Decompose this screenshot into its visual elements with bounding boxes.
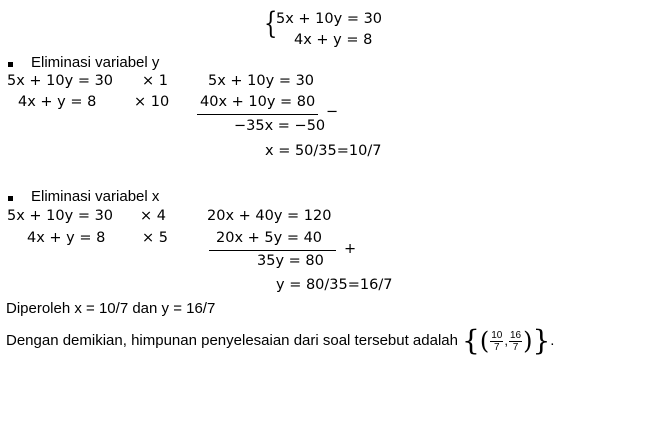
elim-y-solution: x = 50/35=10/7	[265, 143, 382, 159]
elim-x-rule	[209, 250, 336, 251]
elim-x-row2-right: 20x + 5y = 40	[216, 230, 323, 246]
fraction-x-num: 10	[491, 329, 503, 341]
conclusion-text: Dengan demikian, himpunan penyelesaian dari soal tersebut adalah	[6, 332, 458, 349]
heading-elim-x: Eliminasi variabel x	[31, 188, 160, 205]
elim-y-operator: −	[326, 104, 339, 120]
elim-x-result: 35y = 80	[257, 253, 324, 269]
fraction-y-num: 16	[509, 329, 522, 341]
fraction-y-den: 7	[512, 341, 519, 353]
elim-x-solution: y = 80/35=16/7	[276, 277, 393, 293]
bullet-icon	[8, 196, 13, 201]
elim-y-row2-right: 40x + 10y = 80	[200, 94, 316, 110]
elim-y-row2-mult: × 10	[134, 94, 170, 110]
bullet-icon	[8, 62, 13, 67]
elim-x-row1-mult: × 4	[140, 208, 166, 224]
system-brace: {	[264, 6, 278, 41]
elim-x-row1-left: 5x + 10y = 30	[7, 208, 114, 224]
obtained-line: Diperoleh x = 10/7 dan y = 16/7	[6, 300, 216, 317]
elim-y-row1-left: 5x + 10y = 30	[7, 73, 114, 89]
elim-x-row2-mult: × 5	[142, 230, 168, 246]
elim-x-row1-right: 20x + 40y = 120	[207, 208, 332, 224]
close-paren: )	[523, 327, 533, 355]
solution-set	[462, 324, 554, 358]
set-open-brace: {	[461, 324, 480, 357]
elim-x-operator: +	[344, 241, 357, 257]
fraction-x-den: 7	[493, 341, 500, 353]
elim-y-row1-right: 5x + 10y = 30	[208, 73, 315, 89]
comma: ,	[504, 333, 508, 348]
fraction-y	[509, 330, 522, 353]
open-paren: (	[479, 327, 490, 355]
set-close-brace: }	[532, 324, 551, 357]
system-eq1: 5x + 10y = 30	[276, 11, 383, 27]
system-eq2: 4x + y = 8	[294, 32, 373, 48]
elim-y-row2-left: 4x + y = 8	[18, 94, 97, 110]
heading-elim-y: Eliminasi variabel y	[31, 54, 160, 71]
conclusion-end: .	[550, 332, 555, 349]
elim-y-result: −35x = −50	[234, 118, 326, 134]
fraction-x	[490, 330, 503, 353]
elim-x-row2-left: 4x + y = 8	[27, 230, 106, 246]
conclusion-line	[6, 324, 554, 358]
elim-y-rule	[197, 114, 318, 115]
elim-y-row1-mult: × 1	[142, 73, 168, 89]
